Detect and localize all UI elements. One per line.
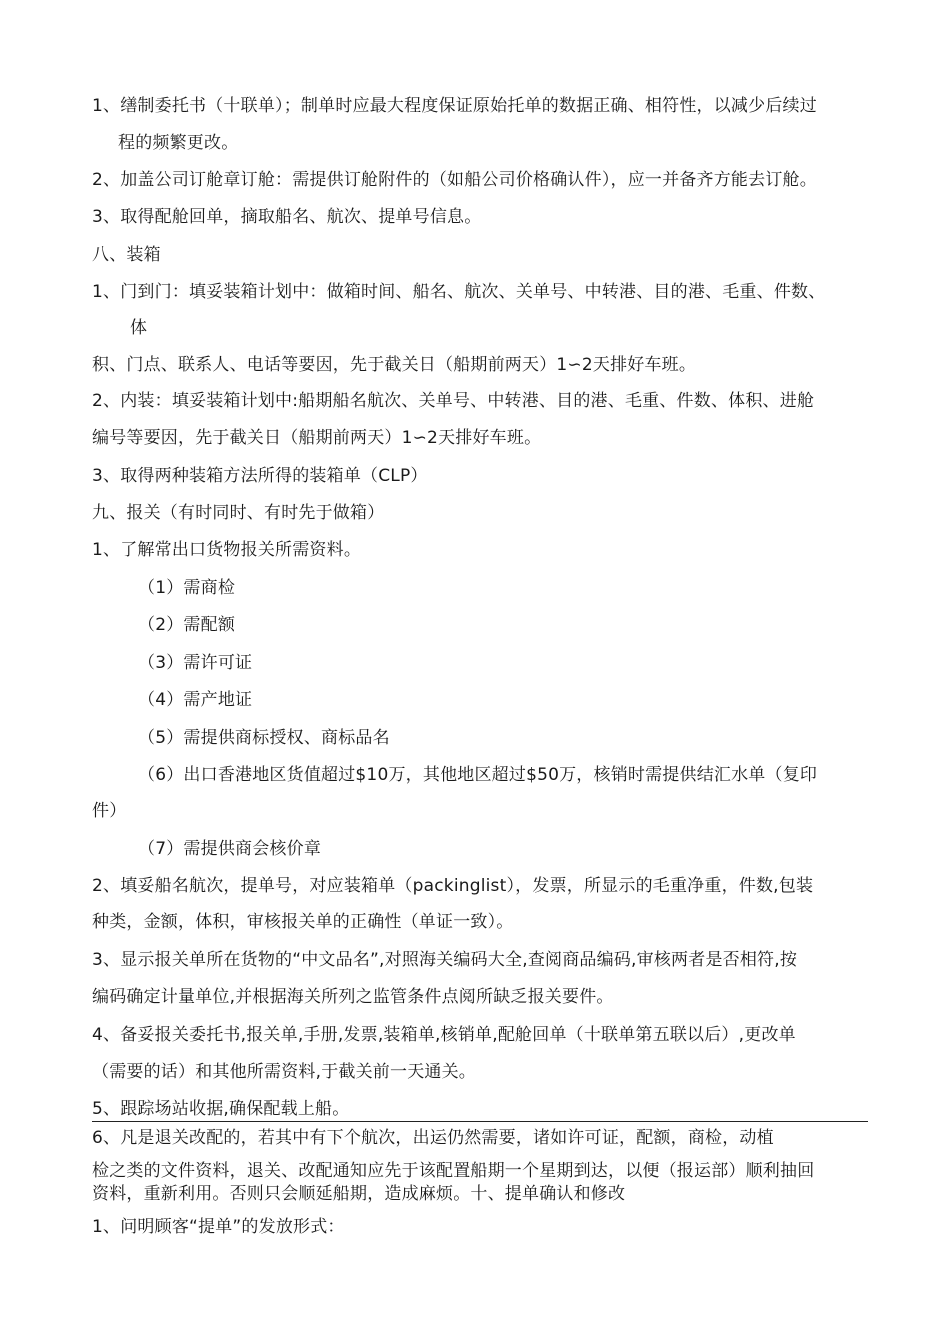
list-item: （4）需产地证 xyxy=(138,690,253,710)
list-item: （3）需许可证 xyxy=(138,653,253,673)
text-line: 2、加盖公司订舱章订舱：需提供订舱附件的（如船公司价格确认件），应一并备齐方能去订舱。 xyxy=(92,170,817,190)
section-heading: 九、报关（有时同时、有时先于做箱） xyxy=(92,503,385,523)
text-line: 1、问明顾客“提单”的发放形式： xyxy=(92,1217,345,1237)
text-line: 件） xyxy=(92,801,127,821)
text-line: 3、取得两种装箱方法所得的装箱单（CLP） xyxy=(92,466,428,486)
text-line: 1、了解常出口货物报关所需资料。 xyxy=(92,540,362,560)
section-heading: 八、装箱 xyxy=(92,245,161,265)
list-item: （5）需提供商标授权、商标品名 xyxy=(138,728,390,748)
text-line: 积、门点、联系人、电话等要因，先于截关日（船期前两天）1∽2天排好车班。 xyxy=(92,355,697,375)
list-item: （6）出口香港地区货值超过$10万，其他地区超过$50万，核销时需提供结汇水单（复印 xyxy=(138,765,818,785)
text-line: 种类，金额，体积，审核报关单的正确性（单证一致）。 xyxy=(92,912,514,932)
text-line: 6、凡是退关改配的，若其中有下个航次，出运仍然需要，诸如许可证，配额，商检，动植 xyxy=(92,1128,774,1148)
text-line: 4、备妥报关委托书,报关单,手册,发票,装箱单,核销单,配舱回单（十联单第五联以后）,更改单 xyxy=(92,1025,796,1045)
text-line: 1、缮制委托书（十联单）；制单时应最大程度保证原始托单的数据正确、相符性，以减少后续过 xyxy=(92,96,817,116)
text-line: 资料，重新利用。否则只会顺延船期，造成麻烦。十、提单确认和修改 xyxy=(92,1184,626,1204)
text-line: 5、跟踪场站收据,确保配载上船。 xyxy=(92,1099,350,1119)
list-item: （2）需配额 xyxy=(138,615,236,635)
text-line: 2、内装：填妥装箱计划中:船期船名航次、关单号、中转港、目的港、毛重、件数、体积、进舱 xyxy=(92,391,815,411)
text-line: 编码确定计量单位,并根据海关所列之监管条件点阅所缺乏报关要件。 xyxy=(92,987,614,1007)
list-item: （1）需商检 xyxy=(138,578,236,598)
horizontal-rule xyxy=(92,1121,868,1122)
text-line: 2、填妥船名航次，提单号，对应装箱单（packinglist），发票，所显示的毛重净重，件数,包装 xyxy=(92,876,814,896)
list-item: （7）需提供商会核价章 xyxy=(138,839,322,859)
text-line: 3、取得配舱回单，摘取船名、航次、提单号信息。 xyxy=(92,207,482,227)
text-line: 编号等要因，先于截关日（船期前两天）1∽2天排好车班。 xyxy=(92,428,542,448)
text-line: 体 xyxy=(130,318,148,338)
text-line: 1、门到门：填妥装箱计划中：做箱时间、船名、航次、关单号、中转港、目的港、毛重、件数、 xyxy=(92,282,826,302)
text-line: 3、显示报关单所在货物的“中文品名”,对照海关编码大全,查阅商品编码,审核两者是否相符,按 xyxy=(92,950,798,970)
text-line: 程的频繁更改。 xyxy=(118,133,239,153)
text-line: 检之类的文件资料，退关、改配通知应先于该配置船期一个星期到达，以便（报运部）顺利抽回 xyxy=(92,1161,815,1181)
text-line: （需要的话）和其他所需资料,于截关前一天通关。 xyxy=(92,1062,477,1082)
